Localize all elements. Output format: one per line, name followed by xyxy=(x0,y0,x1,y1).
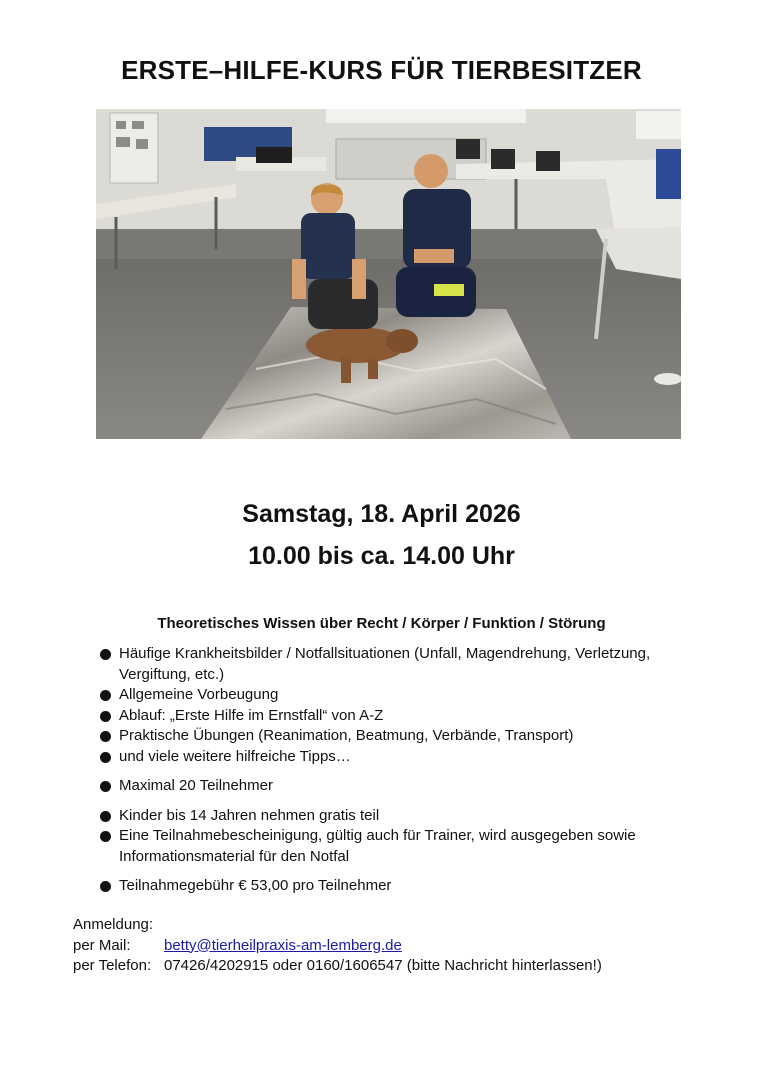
phone-label: per Telefon: xyxy=(73,957,152,974)
list-item: Praktische Übungen (Reanimation, Beatmung, Verbände, Transport) xyxy=(100,726,680,747)
event-date: Samstag, 18. April 2026 xyxy=(242,500,521,528)
course-photo xyxy=(96,109,681,439)
list-item: Kinder bis 14 Jahren nehmen gratis teil xyxy=(100,806,680,827)
registration-block xyxy=(73,915,602,977)
phone-value: 07426/4202915 oder 0160/1606547 (bitte Nachricht hinterlassen!) xyxy=(164,957,602,974)
email-link[interactable]: betty@tierheilpraxis-am-lemberg.de xyxy=(164,936,402,954)
list-item: Häufige Krankheitsbilder / Notfallsituationen (Unfall, Magendrehung, Verletzung, Vergiftung, etc.) xyxy=(100,644,680,685)
list-item: Eine Teilnahmebescheinigung, gültig auch für Trainer, wird ausgegeben sowie Informationsmaterial für den Notfal xyxy=(100,826,680,867)
course-photo-illustration xyxy=(96,109,681,439)
list-item: Allgemeine Vorbeugung xyxy=(100,685,680,706)
list-item: Maximal 20 Teilnehmer xyxy=(100,776,680,797)
list-item: Teilnahmegebühr € 53,00 pro Teilnehmer xyxy=(100,876,680,897)
list-item: Ablauf: „Erste Hilfe im Ernstfall“ von A-Z xyxy=(100,706,680,727)
phone-row xyxy=(73,956,602,977)
list-item: und viele weitere hilfreiche Tipps… xyxy=(100,747,680,768)
mail-label: per Mail: xyxy=(73,936,131,954)
registration-heading: Anmeldung: xyxy=(73,916,154,933)
section-heading: Theoretisches Wissen über Recht / Körper / Funktion / Störung xyxy=(157,615,606,632)
event-time: 10.00 bis ca. 14.00 Uhr xyxy=(248,542,515,570)
mail-row xyxy=(73,936,602,957)
page-title: ERSTE–HILFE-KURS FÜR TIERBESITZER xyxy=(121,55,642,85)
course-content-list xyxy=(100,644,680,897)
